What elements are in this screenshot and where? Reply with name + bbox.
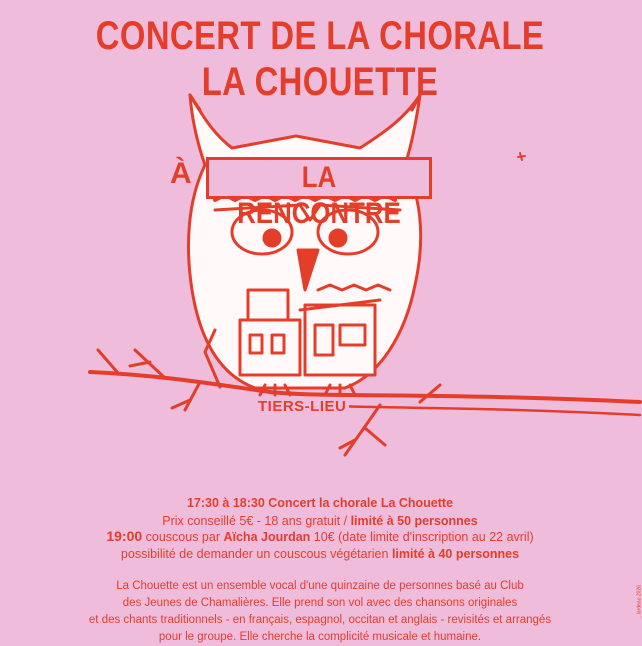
venue-subtitle: TIERS-LIEU [255,398,349,415]
description-line-4: pour le groupe. Elle cherche la complicité musicale et humaine. [158,631,482,643]
schedule-veggie-note: possibilité de demander un couscous végétarien [120,547,389,561]
venue-prefix: À [170,157,192,190]
schedule-event-1: Concert la chorale La Chouette [268,496,454,510]
schedule-time-2: 19:00 [106,528,143,544]
schedule-time-1: 17:30 à 18:30 [186,496,265,510]
venue-name-box [206,157,432,230]
poster-title-line2: LA CHOUETTE [201,60,439,104]
description-line-3: et des chants traditionnels - en français, espagnol, occitan et anglais - revisités et arrangés [88,614,552,626]
venue-name: LA RENCONTRE [237,161,401,230]
schedule-price-2: 10€ (date limite d'inscription au 22 avril) [313,530,534,544]
description-line-2: des Jeunes de Chamalières. Elle prend son vol avec des chansons originales [122,597,518,609]
schedule-event-2: couscous par [145,530,220,544]
schedule-line-4 [0,546,640,563]
schedule-price: Prix conseillé 5€ - 18 ans gratuit / [162,514,348,528]
artist-credit: ...lardeau 2026 [636,585,642,619]
poster-title-line1: CONCERT DE LA CHORALE [95,14,545,58]
schedule-limit-1: limité à 50 personnes [350,514,478,528]
schedule-limit-2: limité à 40 personnes [391,547,520,561]
description-line-1: La Chouette est un ensemble vocal d'une quinzaine de personnes basé au Club [116,580,524,592]
schedule-cook-name: Aïcha Jourdan [223,530,311,544]
schedule-line-3 [0,528,640,546]
schedule-line-1 [0,495,640,512]
